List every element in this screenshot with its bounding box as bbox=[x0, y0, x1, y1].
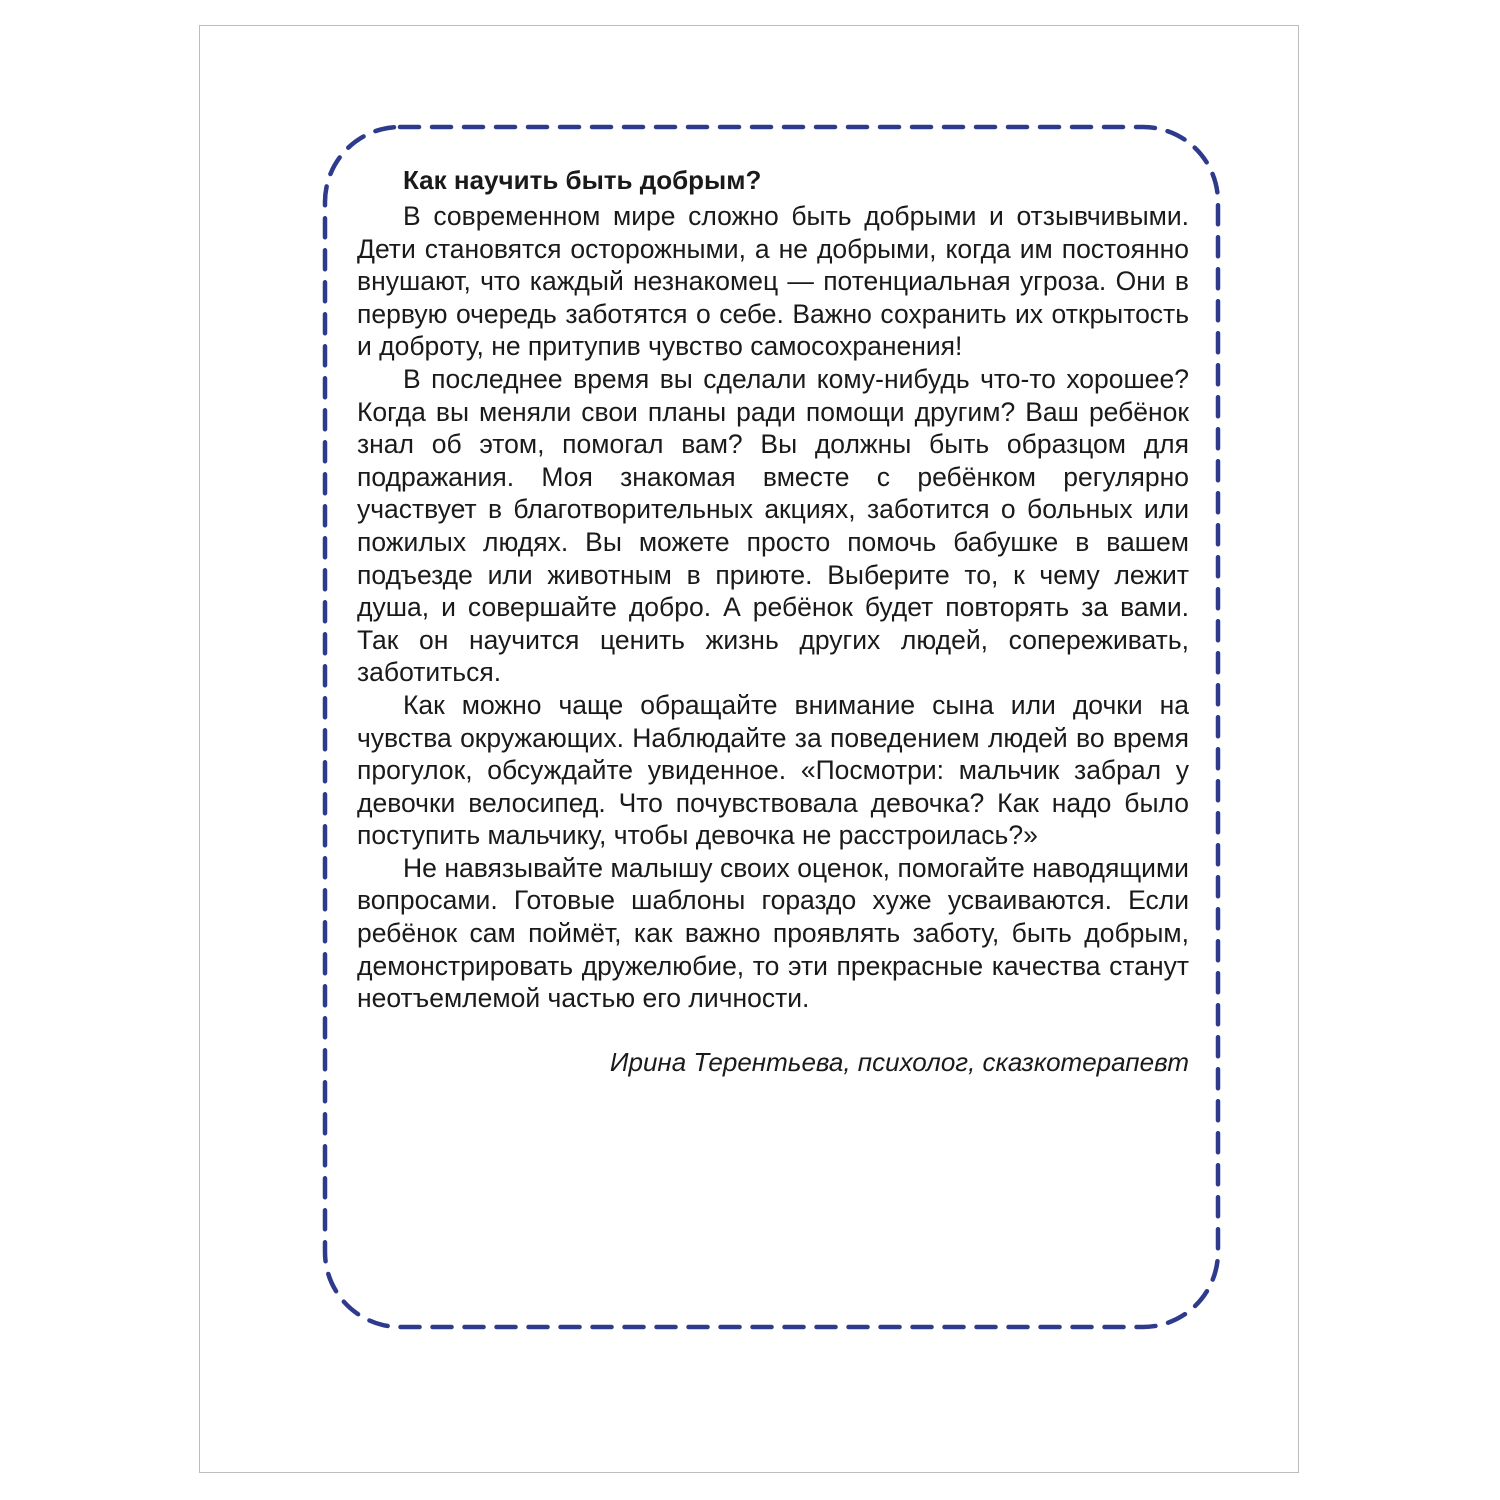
author-signature: Ирина Терентьева, психолог, сказкотерапевт bbox=[609, 1046, 1189, 1077]
paragraph-1: В современном мире сложно быть добрыми и отзывчивыми. Дети становятся осторожными, а не добрыми, когда им постоянно внушают, что каждый незнакомец — потенциальная угроза. Они в первую очередь заботятся о себе. Важно сохранить их открытость и доброту, не притупив чувство самосохранения! bbox=[357, 201, 1189, 362]
article bbox=[357, 162, 1189, 1079]
paragraph-3: Как можно чаще обращайте внимание сына или дочки на чувства окружающих. Наблюдайте за поведением людей во время прогулок, обсуждайте увиденное. «Посмотри: мальчик забрал у девочки велосипед. Что почувствовала девочка? Как надо было поступить мальчику, чтобы девочка не расстроилась?» bbox=[357, 689, 1189, 851]
paragraph-2: В последнее время вы сделали кому-нибудь что-то хорошее? Когда вы меняли свои планы ради помощи другим? Ваш ребёнок знал об этом, помогал вам? Вы должны быть образцом для подражания. Моя знакомая вместе с ребёнком регулярно участвует в благотворительных акциях, заботится о больных или пожилых людях. Вы можете просто помочь бабушке в вашем подъезде или животным в приюте. Выберите то, к чему лежит душа, и совершайте добро. А ребёнок будет повторять за вами. Так он научится ценить жизнь других людей, сопереживать, заботиться. bbox=[357, 363, 1189, 688]
paragraph-4: Не навязывайте малышу своих оценок, помогайте наводящими вопросами. Готовые шаблоны гораздо хуже усваиваются. Если ребёнок сам поймёт, как важно проявлять заботу, быть добрым, демонстрировать дружелюбие, то эти прекрасные качества станут неотъемлемой частью его личности. bbox=[357, 852, 1189, 1014]
article-title: Как научить быть добрым? bbox=[403, 165, 762, 195]
